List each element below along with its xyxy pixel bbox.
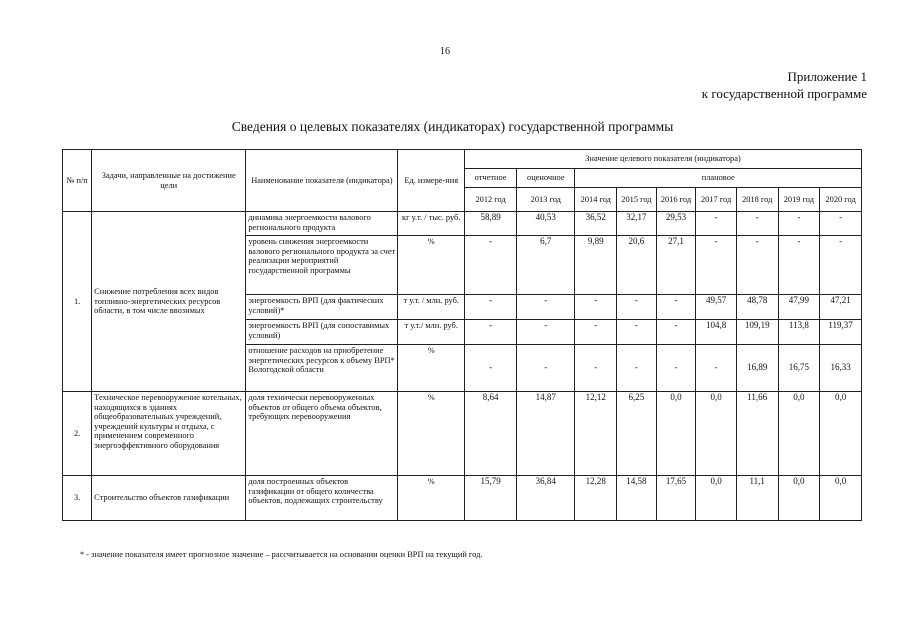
task-cell: Снижение потребления всех видов топливно-энергетических ресурсов области, в том числе ввозимых	[92, 212, 246, 392]
row-number: 2.	[63, 392, 92, 476]
value-cell: 0,0	[820, 392, 862, 476]
value-cell: -	[465, 345, 517, 392]
value-cell: 104,8	[696, 320, 737, 345]
value-cell: 6,7	[517, 236, 575, 295]
value-cell: 11,66	[736, 392, 778, 476]
header-unit: Ед. измере-ния	[398, 150, 465, 212]
value-cell: 14,58	[617, 476, 657, 521]
header-indicator: Наименование показателя (индикатора)	[246, 150, 398, 212]
value-cell: -	[517, 320, 575, 345]
value-cell: 109,19	[736, 320, 778, 345]
header-estimated: оценочное	[517, 169, 575, 188]
indicator-name: динамика энергоемкости валового регионального продукта	[246, 212, 398, 236]
unit-cell: т у.т./ млн. руб.	[398, 320, 465, 345]
value-cell: -	[696, 236, 737, 295]
task-cell: Техническое перевооружение котельных, находящихся в зданиях общеобразовательных учреждений, учреждений культуры и отдыха, с применением современного энергоэффективного оборудования	[92, 392, 246, 476]
value-cell: -	[465, 295, 517, 320]
value-cell: -	[736, 236, 778, 295]
unit-cell: т у.т. / млн. руб.	[398, 295, 465, 320]
value-cell: 29,53	[656, 212, 696, 236]
value-cell: -	[617, 320, 657, 345]
value-cell: 8,64	[465, 392, 517, 476]
value-cell: 0,0	[696, 476, 737, 521]
value-cell: -	[617, 295, 657, 320]
header-tasks: Задачи, направленные на достижение цели	[92, 150, 246, 212]
value-cell: -	[656, 320, 696, 345]
value-cell: 0,0	[778, 392, 820, 476]
value-cell: 49,57	[696, 295, 737, 320]
value-cell: -	[696, 212, 737, 236]
header-year: 2019 год	[778, 188, 820, 212]
value-cell: 0,0	[696, 392, 737, 476]
value-cell: -	[656, 345, 696, 392]
value-cell: 17,65	[656, 476, 696, 521]
value-cell: 47,21	[820, 295, 862, 320]
indicator-name: доля технически перевооруженных объектов от общего объема объектов, требующих перевооружения	[246, 392, 398, 476]
value-cell: -	[820, 236, 862, 295]
value-cell: 32,17	[617, 212, 657, 236]
unit-cell: %	[398, 236, 465, 295]
header-num: № п/п	[63, 150, 92, 212]
value-cell: 36,84	[517, 476, 575, 521]
value-cell: 36,52	[575, 212, 617, 236]
value-cell: -	[575, 320, 617, 345]
table-row	[63, 476, 862, 521]
value-cell: -	[778, 212, 820, 236]
value-cell: 40,53	[517, 212, 575, 236]
value-cell: 12,28	[575, 476, 617, 521]
value-cell: -	[696, 345, 737, 392]
value-cell: -	[517, 295, 575, 320]
value-cell: -	[778, 236, 820, 295]
header-year: 2015 год	[617, 188, 657, 212]
value-cell: -	[575, 345, 617, 392]
value-cell: 9,89	[575, 236, 617, 295]
value-cell: -	[736, 212, 778, 236]
value-cell: 47,99	[778, 295, 820, 320]
appendix-line-2: к государственной программе	[701, 86, 867, 101]
footnote: * - значение показателя имеет прогнозное значение – рассчитывается на основании оценки ВРП на текущий год.	[80, 550, 483, 559]
table-row	[63, 212, 862, 236]
value-cell: 27,1	[656, 236, 696, 295]
header-reported: отчетное	[465, 169, 517, 188]
header-year: 2013 год	[517, 188, 575, 212]
header-year: 2016 год	[656, 188, 696, 212]
appendix-note	[702, 68, 867, 102]
value-cell: -	[575, 295, 617, 320]
header-planned: плановое	[575, 169, 862, 188]
indicator-name: доля построенных объектов газификации от общего количества объектов, подлежащих строительству	[246, 476, 398, 521]
value-cell: 16,75	[778, 345, 820, 392]
unit-cell: %	[398, 392, 465, 476]
header-year: 2020 год	[820, 188, 862, 212]
value-cell: -	[517, 345, 575, 392]
value-cell: 113,8	[778, 320, 820, 345]
value-cell: 48,78	[736, 295, 778, 320]
value-cell: 20,6	[617, 236, 657, 295]
table-row	[63, 392, 862, 476]
appendix-line-1: Приложение 1	[787, 69, 867, 84]
value-cell: 14,87	[517, 392, 575, 476]
value-cell: -	[465, 320, 517, 345]
header-year: 2018 год	[736, 188, 778, 212]
indicators-table	[62, 149, 862, 521]
value-cell: 12,12	[575, 392, 617, 476]
value-cell: 16,89	[736, 345, 778, 392]
header-year: 2012 год	[465, 188, 517, 212]
page-number: 16	[440, 46, 450, 57]
value-cell: 6,25	[617, 392, 657, 476]
indicator-name: энергоемкость ВРП (для сопоставимых условий)	[246, 320, 398, 345]
value-cell: 15,79	[465, 476, 517, 521]
value-cell: -	[656, 295, 696, 320]
document-title: Сведения о целевых показателях (индикаторах) государственной программы	[231, 119, 674, 134]
indicator-name: энергоемкость ВРП (для фактических условий)*	[246, 295, 398, 320]
value-cell: 0,0	[656, 392, 696, 476]
value-cell: 11,1	[736, 476, 778, 521]
value-cell: -	[465, 236, 517, 295]
task-cell: Строительство объектов газификации	[92, 476, 246, 521]
row-number: 3.	[63, 476, 92, 521]
value-cell: 119,37	[820, 320, 862, 345]
header-year: 2017 год	[696, 188, 737, 212]
value-cell: -	[820, 212, 862, 236]
value-cell: 0,0	[820, 476, 862, 521]
header-year: 2014 год	[575, 188, 617, 212]
unit-cell: кг у.т. / тыс. руб.	[398, 212, 465, 236]
value-cell: 16,33	[820, 345, 862, 392]
unit-cell: %	[398, 345, 465, 392]
row-number: 1.	[63, 212, 92, 392]
value-cell: 0,0	[778, 476, 820, 521]
unit-cell: %	[398, 476, 465, 521]
value-cell: 58,89	[465, 212, 517, 236]
header-value-group: Значение целевого показателя (индикатора)	[465, 150, 862, 169]
value-cell: -	[617, 345, 657, 392]
indicator-name: отношение расходов на приобретение энергетических ресурсов к объему ВРП* Вологодской области	[246, 345, 398, 392]
indicator-name: уровень снижения энергоемкости валового регионального продукта за счет реализации мероприятий государственной программы	[246, 236, 398, 295]
